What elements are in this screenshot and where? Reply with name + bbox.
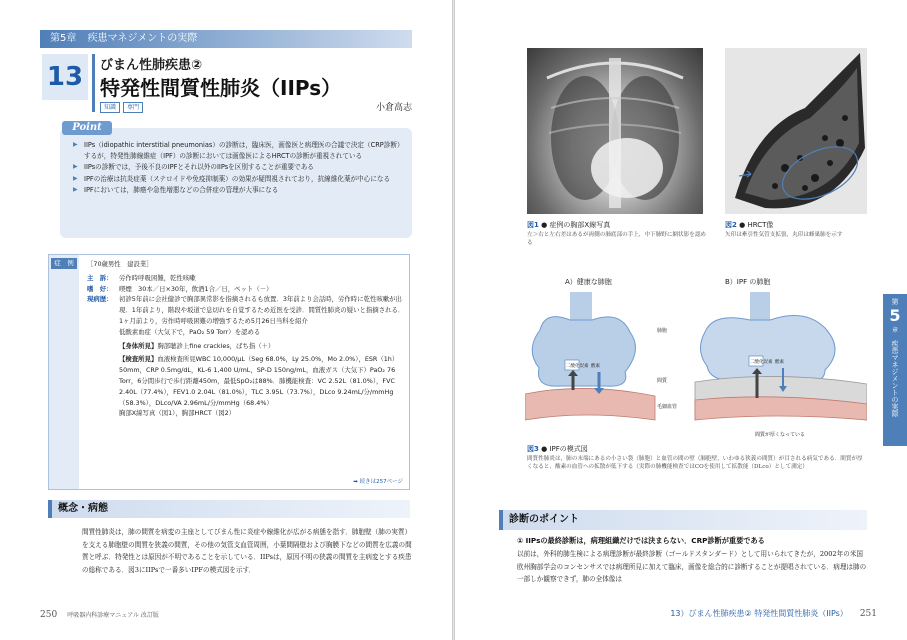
left-page <box>0 0 452 640</box>
fig3-caption: 図3 ● IPFの模式図 <box>527 445 588 453</box>
airway-b <box>750 292 770 322</box>
fig2-label: 図2 <box>725 221 737 229</box>
fig1-title: 症例の胸部X線写真 <box>549 221 611 229</box>
case-label: 症 例 <box>51 258 77 269</box>
case-key: 嗜 好： <box>87 284 113 293</box>
section-number: 13 <box>42 54 88 100</box>
point-item: ▶ IIPs（idiopathic interstitial pneumonias）の診断は，臨床医，画像医と病理医の合議で決定（CRP診断）するが，特発性肺線維症（IPF）の診断においては画像医によるHRCTの診断が重視されている <box>84 140 402 161</box>
continue-text: 続きは257ページ <box>359 479 403 485</box>
case-value: 喫煙 30本／日×30年，飲酒1合／日，ペット（－） <box>119 284 273 293</box>
physical-exam <box>119 341 405 352</box>
interstitium-label: 間質 <box>657 378 668 384</box>
diagnosis-point-heading <box>517 536 765 546</box>
lab-findings <box>119 354 405 408</box>
tag-specialist: 専門 <box>123 102 143 113</box>
continue-link[interactable]: ➡ 続きは257ページ <box>353 479 403 485</box>
fig1-label: 図1 <box>527 221 539 229</box>
chapter-header <box>40 30 412 48</box>
hrct-image <box>725 48 867 214</box>
case-key: 主 訴： <box>87 273 113 282</box>
title-divider <box>92 54 95 112</box>
point-label: Point <box>62 121 112 135</box>
page-number-right: 251 <box>859 609 877 619</box>
alveolus-b <box>700 316 835 382</box>
capillary-label: 毛細血管 <box>657 404 678 410</box>
fig3-note: 間質性肺炎は，肺の末端にあるの小さい袋（肺胞）と血管の間の壁（肺胞壁，いわゆる狭義の間質）が目される病気である．間質が厚くなると，酸素の血管への拡散が低下する（実際の肺機能検査ではCOを使用して拡散能（DLco）として測定） <box>527 456 863 471</box>
panel-a-label: A）健康な肺胞 <box>565 278 612 286</box>
footer-left <box>40 610 159 620</box>
thick-label: 間質が厚くなっている <box>755 432 806 438</box>
case-header: ［70歳男性 建設業］ <box>87 260 153 268</box>
article-title: 特発性間質性肺炎（IIPs） <box>100 76 342 100</box>
case-key: 現病歴： <box>87 295 113 304</box>
case-row <box>87 273 405 284</box>
case-value: 労作時呼吸困難，乾性咳嗽 <box>119 273 196 282</box>
alveolus-label: 肺胞 <box>657 328 668 334</box>
fig2-note: 矢印は牽引性気管支拡張，丸印は蜂巣肺を示す <box>725 232 843 238</box>
fig1-caption: 図1 ● 症例の胸部X線写真 <box>527 221 611 229</box>
ipf-diagram <box>525 270 867 440</box>
case-box <box>48 254 410 490</box>
chest-xray-image <box>527 48 703 214</box>
case-row <box>87 284 405 295</box>
chapter-title: 疾患マネジメントの実際 <box>87 33 198 44</box>
co2-label-a: 二酸化炭素 <box>566 364 589 369</box>
fig3-label: 図3 <box>527 445 539 453</box>
panel-b-label: B）IPF の肺胞 <box>725 278 771 286</box>
airway-a <box>570 292 592 322</box>
fig3-title: IPFの模式図 <box>549 445 588 453</box>
lab-findings-text: 血液検査所見WBC 10,000/μL（Seg 68.0%，Ly 25.0%，Mo 2.0%），ESR（1h）50mm，CRP 0.5mg/dL，KL-6 1,400 U/mL，SP-D 150ng/mL，血液ガス（大気下）PaO₂ 76 Torr，6分間歩行で歩行距離450m，最低SpO₂は88%．肺機能検査：VC 2.52L（81.0%），FVC 2.40L（77.4%），FEV1.0 2.04L（81.0%），TLC 3.95L（73.7%），DLco 9.24mL/分/mmHg（58.3%），DLco/VA 2.96mL/分/mmHg（68.4%） <box>119 355 399 407</box>
case-sidebar <box>49 255 79 489</box>
o2-label-a: 酸素 <box>591 364 600 369</box>
level-tags <box>100 102 143 113</box>
co2-label-b: 二酸化炭素 <box>750 360 773 365</box>
diagnosis-heading: 診断のポイント <box>499 510 867 530</box>
blood-gas-note: 低酸素血症（大気下で，PaO₂ 59 Torr）を認める <box>119 327 261 336</box>
capillary-a <box>525 388 655 420</box>
chapter-side-tab[interactable] <box>883 294 907 446</box>
book-title: 呼吸器内科診療マニュアル 改訂版 <box>67 612 159 619</box>
right-page <box>455 0 907 640</box>
chapter-number: 第5章 <box>50 33 77 44</box>
lab-findings-label: 【検査所見】 <box>119 355 158 364</box>
fig1-note: 左＞右と左右差はあるが両側の肺底部の手上，中下肺野に網状影を認める <box>527 232 707 246</box>
side-tab-chapter: 章 <box>891 327 898 334</box>
case-body <box>87 259 405 419</box>
diagnosis-point-text: ① IIPsの最終診断は，病理組織だけでは決まらない．CRP診断が重要である <box>517 536 765 545</box>
author: 小倉高志 <box>375 103 412 113</box>
article-subtitle: びまん性肺疾患② <box>100 58 203 73</box>
side-tab-top: 第 <box>891 298 899 306</box>
tag-knowledge: 知識 <box>100 102 120 113</box>
o2-label-b: 酸素 <box>775 360 784 365</box>
physical-exam-label: 【身体所見】 <box>119 341 158 350</box>
point-item: ▶ IIPsの診断では，予後不良のIPFとそれ以外のIIPsを区別することが重要である <box>84 162 402 173</box>
point-item: ▶ IPFの治療は抗炎症薬（ステロイドや免疫抑制薬）の効果が疑問視されており，抗線維化薬が中心になる <box>84 174 402 185</box>
side-tab-number: 5 <box>889 306 901 325</box>
footer-right <box>670 608 877 619</box>
case-row <box>87 294 405 326</box>
running-title: 13）びまん性肺疾患② 特発性間質性肺炎（IIPs） <box>670 609 848 618</box>
side-tab-title: 疾患マネジメントの実際 <box>891 340 899 417</box>
alveolus-a <box>532 317 635 387</box>
physical-exam-text: 胸部聴診上fine crackles，ばち指（＋） <box>157 341 275 350</box>
diagnosis-paragraph: 以前は，外科的肺生検による病理診断が最終診断（ゴールドスタンダード）として用いられてきたが，2002年の米国欧州胸部学会のコンセンサスでは病理所見に加えて臨床，画像を総合的に診断することが提唱されている．病理は肺の一部しか観察できず，肺の全体像は <box>517 550 867 583</box>
section-heading: 概念・病態 <box>48 500 410 518</box>
case-value: 初診5年前に会社健診で胸部異常影を指摘されるも放置．3年前より会話時，労作時に乾性咳嗽が出現．1年前より，階段や坂道で息切れを自覚するため近医を受診．間質性肺炎の疑いと指摘される．1ヶ月前より，労作時呼吸困難の増強するため5月26日当科を紹介 <box>119 295 405 325</box>
imaging-note: 胸部X線写真（図1），胸部HRCT（図2） <box>119 409 236 418</box>
page-number-left: 250 <box>40 610 58 620</box>
hrct-drawing <box>725 48 867 214</box>
chest-xray-drawing <box>527 48 703 214</box>
fig2-title: HRCT像 <box>747 221 774 229</box>
body-paragraph: 間質性肺炎は，肺の間質を病変の主座としてびまん性に炎症や線維化が広がる病態を指す．肺胞壁（肺の実質）を支える肺胞壁の間質を狭義の間質，その他の気管支血管周囲，小葉間隔壁および胸膜下などの間質を広義の間質と呼ぶ．特発性とは原因が不明であることを示している．IIPsは，原因不明の狭義の間質を主病変とする疾患の総称である．図3にIIPsで一番多いIPFの模式図を示す． <box>82 528 412 574</box>
fig2-caption: 図2 ● HRCT像 <box>725 221 774 229</box>
point-box <box>60 128 412 238</box>
point-item: ▶ IPFにおいては，肺癌や急性増悪などの合併症の管理が大事になる <box>84 185 402 196</box>
